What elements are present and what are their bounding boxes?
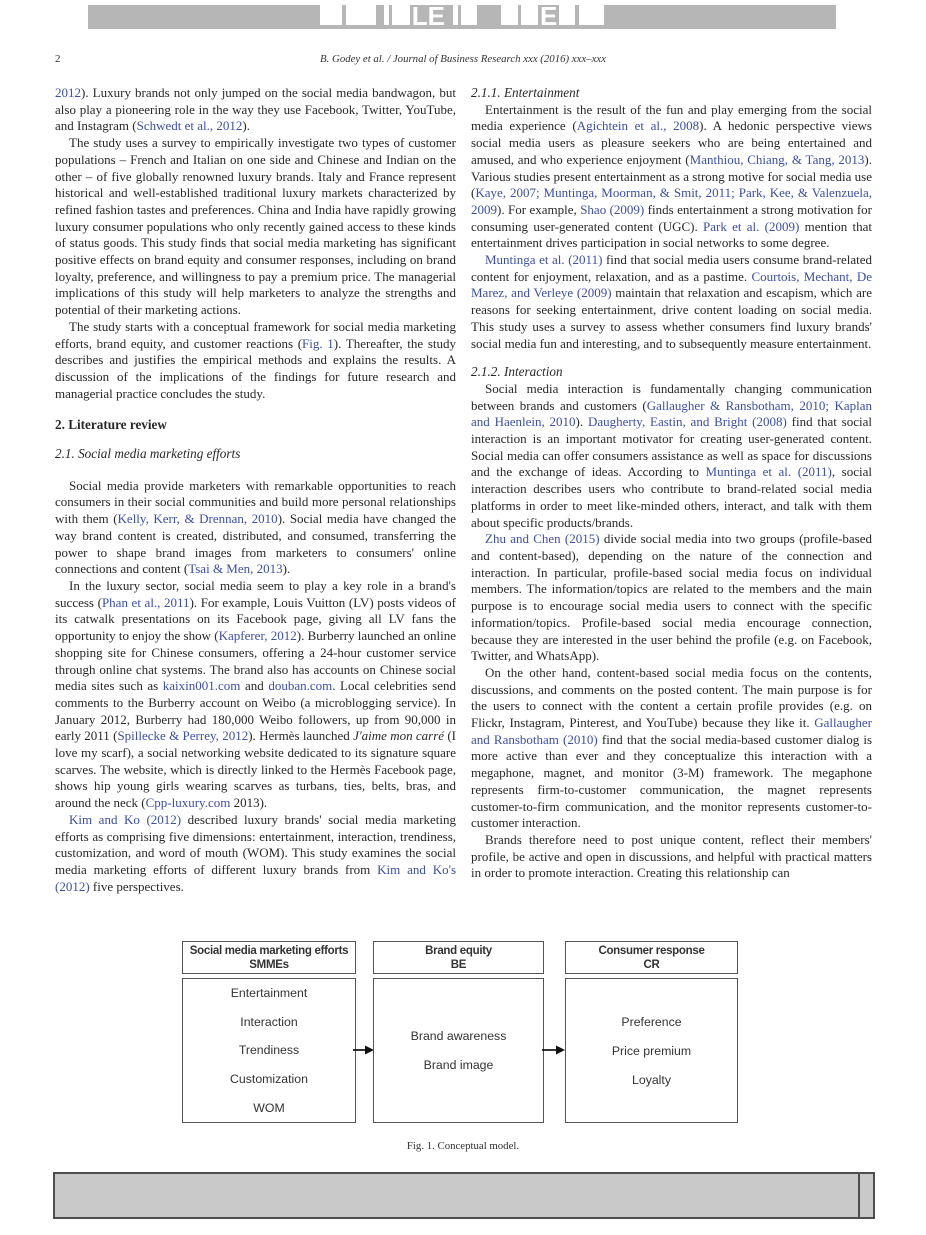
section-heading: 2.1.1. Entertainment	[471, 85, 580, 100]
citation-link[interactable]: Zhu and Chen (2015)	[485, 531, 600, 547]
text-run: find that the social media-based customer dialog is more active than ever and they conceptualize this interaction with a megaphone, magnet, and monitor (3-M) framework. The megaphone represents firm-to-customer communication, the magnet represents customer-to-firm communication, and the monitor represents customer-to-customer interaction.	[471, 731, 873, 831]
citation-link[interactable]: Kaye, 2007; Muntinga, Moorman, & Smit, 2011; Park, Kee, & Valenzuela, 2009	[471, 185, 872, 217]
banner-block	[320, 5, 342, 25]
text-run: ). Burberry launched an online shopping site for Chinese consumers, offering a 24-hour customer service through online chat systems. The brand also has accounts on Chinese social media sites such as	[55, 628, 456, 694]
section-heading: 2.1. Social media marketing efforts	[55, 446, 241, 462]
citation-link[interactable]: Muntinga et al. (2011)	[705, 464, 832, 480]
text-run: Brands therefore need to post unique content, reflect their members' profile, be active and open in discussions, and helpful with practical matters in order to promote interaction. Creating this relationship can	[471, 831, 872, 881]
figure-column	[373, 941, 544, 1072]
figure-caption: Fig. 1. Conceptual model.	[406, 1140, 520, 1152]
figure-item: WOM	[253, 1100, 285, 1115]
text-run: 2013).	[230, 795, 268, 811]
banner-gap	[445, 5, 453, 25]
citation-link[interactable]: Manthiou, Chiang, & Tang, 2013	[689, 151, 865, 167]
banner-gap	[376, 5, 384, 25]
banner-letter: E	[427, 0, 445, 31]
text-run: five perspectives.	[89, 878, 184, 894]
figure-box-body	[565, 978, 738, 1123]
text-run: ).	[282, 561, 291, 577]
paragraph	[471, 102, 872, 252]
text-run: ). Social media have changed the way brand content is created, distributed, and consumed, transferring the power to shape brand images from marketers to consumers' online connections and content (	[55, 511, 456, 577]
text-run: Social media interaction is fundamentally changing communication between brands and customers (	[471, 380, 872, 413]
redacted-footer-block	[53, 1172, 875, 1219]
citation-link[interactable]: Shao (2009)	[580, 201, 645, 217]
citation-link[interactable]: kaixin001.com	[162, 678, 241, 694]
footer-divider	[858, 1174, 860, 1217]
citation-link[interactable]: Schwedt et al., 2012	[136, 118, 243, 134]
section-heading: 2. Literature review	[55, 417, 167, 433]
text-run: maintain that relaxation and escapism, which are reasons for seeking entertainment, drive content loading on social media. This study uses a survey to assess whether consumers find luxury brands' social media fun and interesting, and to subsequently measure entertainment.	[471, 285, 872, 351]
text-run: ). Luxury brands not only jumped on the social media bandwagon, but also play a pioneering role in the way they use Facebook, Twitter, YouTube, and Instagram (	[55, 85, 456, 134]
paragraph	[55, 812, 456, 896]
article-in-press-banner	[88, 0, 836, 31]
text-run: ). Various studies present entertainment as a strong motive for social media use (	[471, 151, 872, 201]
figure-header-line: Consumer response	[598, 944, 705, 957]
section-heading: 2.1.2. Interaction	[471, 364, 563, 380]
citation-link[interactable]: Gallaugher & Ransbotham, 2010; Kaplan and Haenlein, 2010	[471, 397, 873, 430]
citation-link[interactable]: Muntinga et al. (2011)	[485, 252, 603, 268]
figure-header-line: BE	[450, 958, 467, 971]
citation-link[interactable]: Cpp-luxury.com	[145, 795, 231, 811]
banner-letter: L	[411, 0, 428, 31]
figure-box-header	[565, 941, 738, 974]
running-head: B. Godey et al. / Journal of Business Research xxx (2016) xxx–xxx	[320, 53, 606, 65]
figure-item: Loyalty	[632, 1072, 671, 1087]
figure-header-line: SMMEs	[249, 958, 289, 971]
citation-link[interactable]: Park et al. (2009)	[703, 218, 800, 234]
banner-block	[392, 5, 410, 25]
arrow-right-icon	[353, 1044, 375, 1056]
citation-link[interactable]: Daugherty, Eastin, and Bright (2008)	[587, 414, 787, 430]
banner-block	[559, 5, 575, 25]
page-number: 2	[55, 53, 61, 65]
citation-link[interactable]: Kelly, Kerr, & Drennan, 2010	[117, 511, 278, 527]
text-run: . Local celebrities send comments to the Burberry account on Weibo (a microblogging service). In January 2012, Burberry had 180,000 Weibo followers, up from 90,000 in early 2011 (	[55, 678, 456, 744]
text-run: ). A hedonic perspective views social media users as pleasure seekers who are being entertained and amused, and who experience enjoyment (	[471, 118, 872, 167]
text-run: Entertainment is the result of the fun and play emerging from the social media experience (	[471, 101, 872, 134]
figure-item: Trendiness	[238, 1043, 300, 1058]
citation-link[interactable]: Phan et al., 2011	[101, 594, 190, 610]
citation-link[interactable]: Gallaugher and Ransbotham (2010)	[471, 715, 872, 747]
conceptual-model-figure	[182, 941, 739, 1123]
citation-link[interactable]: Tsai & Men, 2013	[188, 561, 283, 577]
banner-block	[346, 5, 376, 25]
paragraph	[55, 478, 456, 578]
text-run: ). For example,	[497, 201, 581, 217]
italic-text: J'aime mon carré	[353, 728, 445, 744]
text-run: mention that entertainment drives participation in social networks to some degree.	[471, 218, 872, 251]
text-run: find that social interaction is an important motivator for creating user-generated content. Social media can offer consumers assistance as well as space for discussions and the exchange of ideas. According to	[471, 414, 872, 480]
text-run: ).	[575, 414, 588, 430]
text-run: ). Hermès launched	[248, 728, 354, 744]
citation-link[interactable]: Spillecke & Perrey, 2012	[117, 728, 249, 744]
figure-header-line: Brand equity	[425, 944, 492, 957]
text-run: ). Thereafter, the study describes and justifies the empirical methods and explains the results. A discussion of the implications of the findings for future research and managerial practice concludes the study.	[55, 335, 457, 401]
paragraph	[55, 578, 456, 812]
text-run: , social interaction describes users who contribute to brand-related social media platforms in order to meet like-minded others, interact, and talk with them about specific products/brands.	[471, 464, 872, 530]
banner-block	[579, 5, 604, 25]
text-run: The study starts with a conceptual framework for social media marketing efforts, brand equity, and customer reactions (	[55, 318, 456, 351]
figure-item: Brand image	[423, 1058, 494, 1072]
banner-letter: E	[539, 0, 558, 31]
paragraph	[471, 381, 872, 531]
text-run: find that social media users consume brand-related content for enjoyment, relaxation, and as a pastime.	[471, 252, 872, 284]
arrow-right-icon	[542, 1044, 566, 1056]
citation-link[interactable]: Fig. 1	[302, 335, 334, 351]
paragraph	[55, 319, 456, 403]
citation-link[interactable]: Kim and Ko's (2012)	[55, 861, 456, 894]
banner-blocks	[320, 0, 605, 31]
citation-link[interactable]: douban.com	[268, 678, 333, 694]
paragraph	[471, 252, 872, 352]
text-run: Social media provide marketers with remarkable opportunities to reach consumers in their social communities and build more personal relationships with them (	[55, 477, 456, 527]
citation-link[interactable]: 2012	[55, 85, 81, 100]
text-run: described luxury brands' social media marketing efforts as comprising five dimensions: entertainment, interaction, trendiness, customization, and word of mouth (WOM). This study examines the social media marketing efforts of different luxury brands from	[55, 811, 456, 877]
banner-block	[501, 5, 518, 25]
paragraph	[471, 531, 872, 665]
text-run: (I love my scarf), a social networking website dedicated to its signature square scarves. The website, which is directly linked to the Hermès Facebook page, shows hip young girls wearing scarves as turbans, ties, belts, bras, and around the neck (	[55, 728, 457, 811]
paragraph	[55, 135, 456, 319]
banner-block	[521, 5, 538, 25]
paragraph	[55, 85, 456, 135]
figure-box-body	[373, 978, 544, 1123]
paragraph	[471, 832, 872, 882]
text-run: divide social media into two groups (profile-based and content-based), depending on the nature of the connection and interaction. In particular, profile-based social media focus on individual members. The information/topics are related to the members and the main purpose is to encourage social media users to connect with the specific information/topics. Profile-based social media encourage connection, because they are interested in the user behind the profile (e.g. on Facebook, Twitter, and WhatsApp).	[471, 531, 872, 664]
figure-column	[182, 941, 356, 1115]
figure-box-body	[182, 978, 356, 1123]
right-column	[471, 85, 872, 882]
figure-item: Interaction	[240, 1014, 298, 1029]
paragraph	[471, 665, 872, 832]
text-run: The study uses a survey to empirically investigate two types of customer populations – French and Italian on one side and Chinese and Indian on the other – of five globally renowned luxury brands. Italy and France represent historical and well-established traditional luxury markets characterized by refined fashion tastes and preferences. China and India have rapidly growing luxury consumer populations who only recently gained access to these kinds of status goods. This study finds that social media marketing has significant positive effects on brand equity and consumer responses, including on brand loyalty, preference, and willingness to pay a premium price. The managerial implications of this study will help marketers to analyze the strengths and potential of their marketing actions.	[55, 135, 456, 318]
banner-block	[461, 5, 477, 25]
text-run: In the luxury sector, social media seem to play a key role in a brand's success (	[55, 577, 456, 610]
figure-item: Entertainment	[230, 986, 308, 1001]
citation-link[interactable]: Agichtein et al., 2008	[576, 118, 700, 134]
citation-link[interactable]: Kim and Ko (2012)	[69, 811, 182, 827]
text-run: and	[240, 678, 269, 694]
figure-header-line: Social media marketing efforts	[189, 944, 349, 957]
left-column	[55, 85, 456, 895]
figure-box-header	[373, 941, 544, 974]
figure-item: Preference	[621, 1014, 682, 1029]
figure-item: Price premium	[611, 1043, 692, 1058]
text-run: ). For example, Louis Vuitton (LV) posts videos of its catwalk presentations on its Facebook page, giving all LV fans the opportunity to enjoy the show (	[55, 594, 456, 644]
figure-item: Customization	[230, 1072, 308, 1087]
figure-box-header	[182, 941, 356, 974]
banner-gap	[477, 5, 501, 25]
figure-column	[565, 941, 738, 1087]
citation-link[interactable]: Kapferer, 2012	[218, 628, 297, 644]
text-run: On the other hand, content-based social media focus on the contents, discussions, and comments on the posted content. The main purpose is for the users to connect with the content a certain profile provides (e.g. on Flickr, Instagram, Pinterest, and YouTube) because they like it.	[471, 664, 872, 731]
figure-header-line: CR	[643, 958, 660, 971]
citation-link[interactable]: Courtois, Mechant, De Marez, and Verleye (2009)	[471, 268, 873, 301]
text-run: finds entertainment a strong motivation for consuming user-generated content (UGC).	[471, 201, 872, 234]
figure-item: Brand awareness	[410, 1029, 507, 1043]
text-run: ).	[242, 118, 250, 134]
